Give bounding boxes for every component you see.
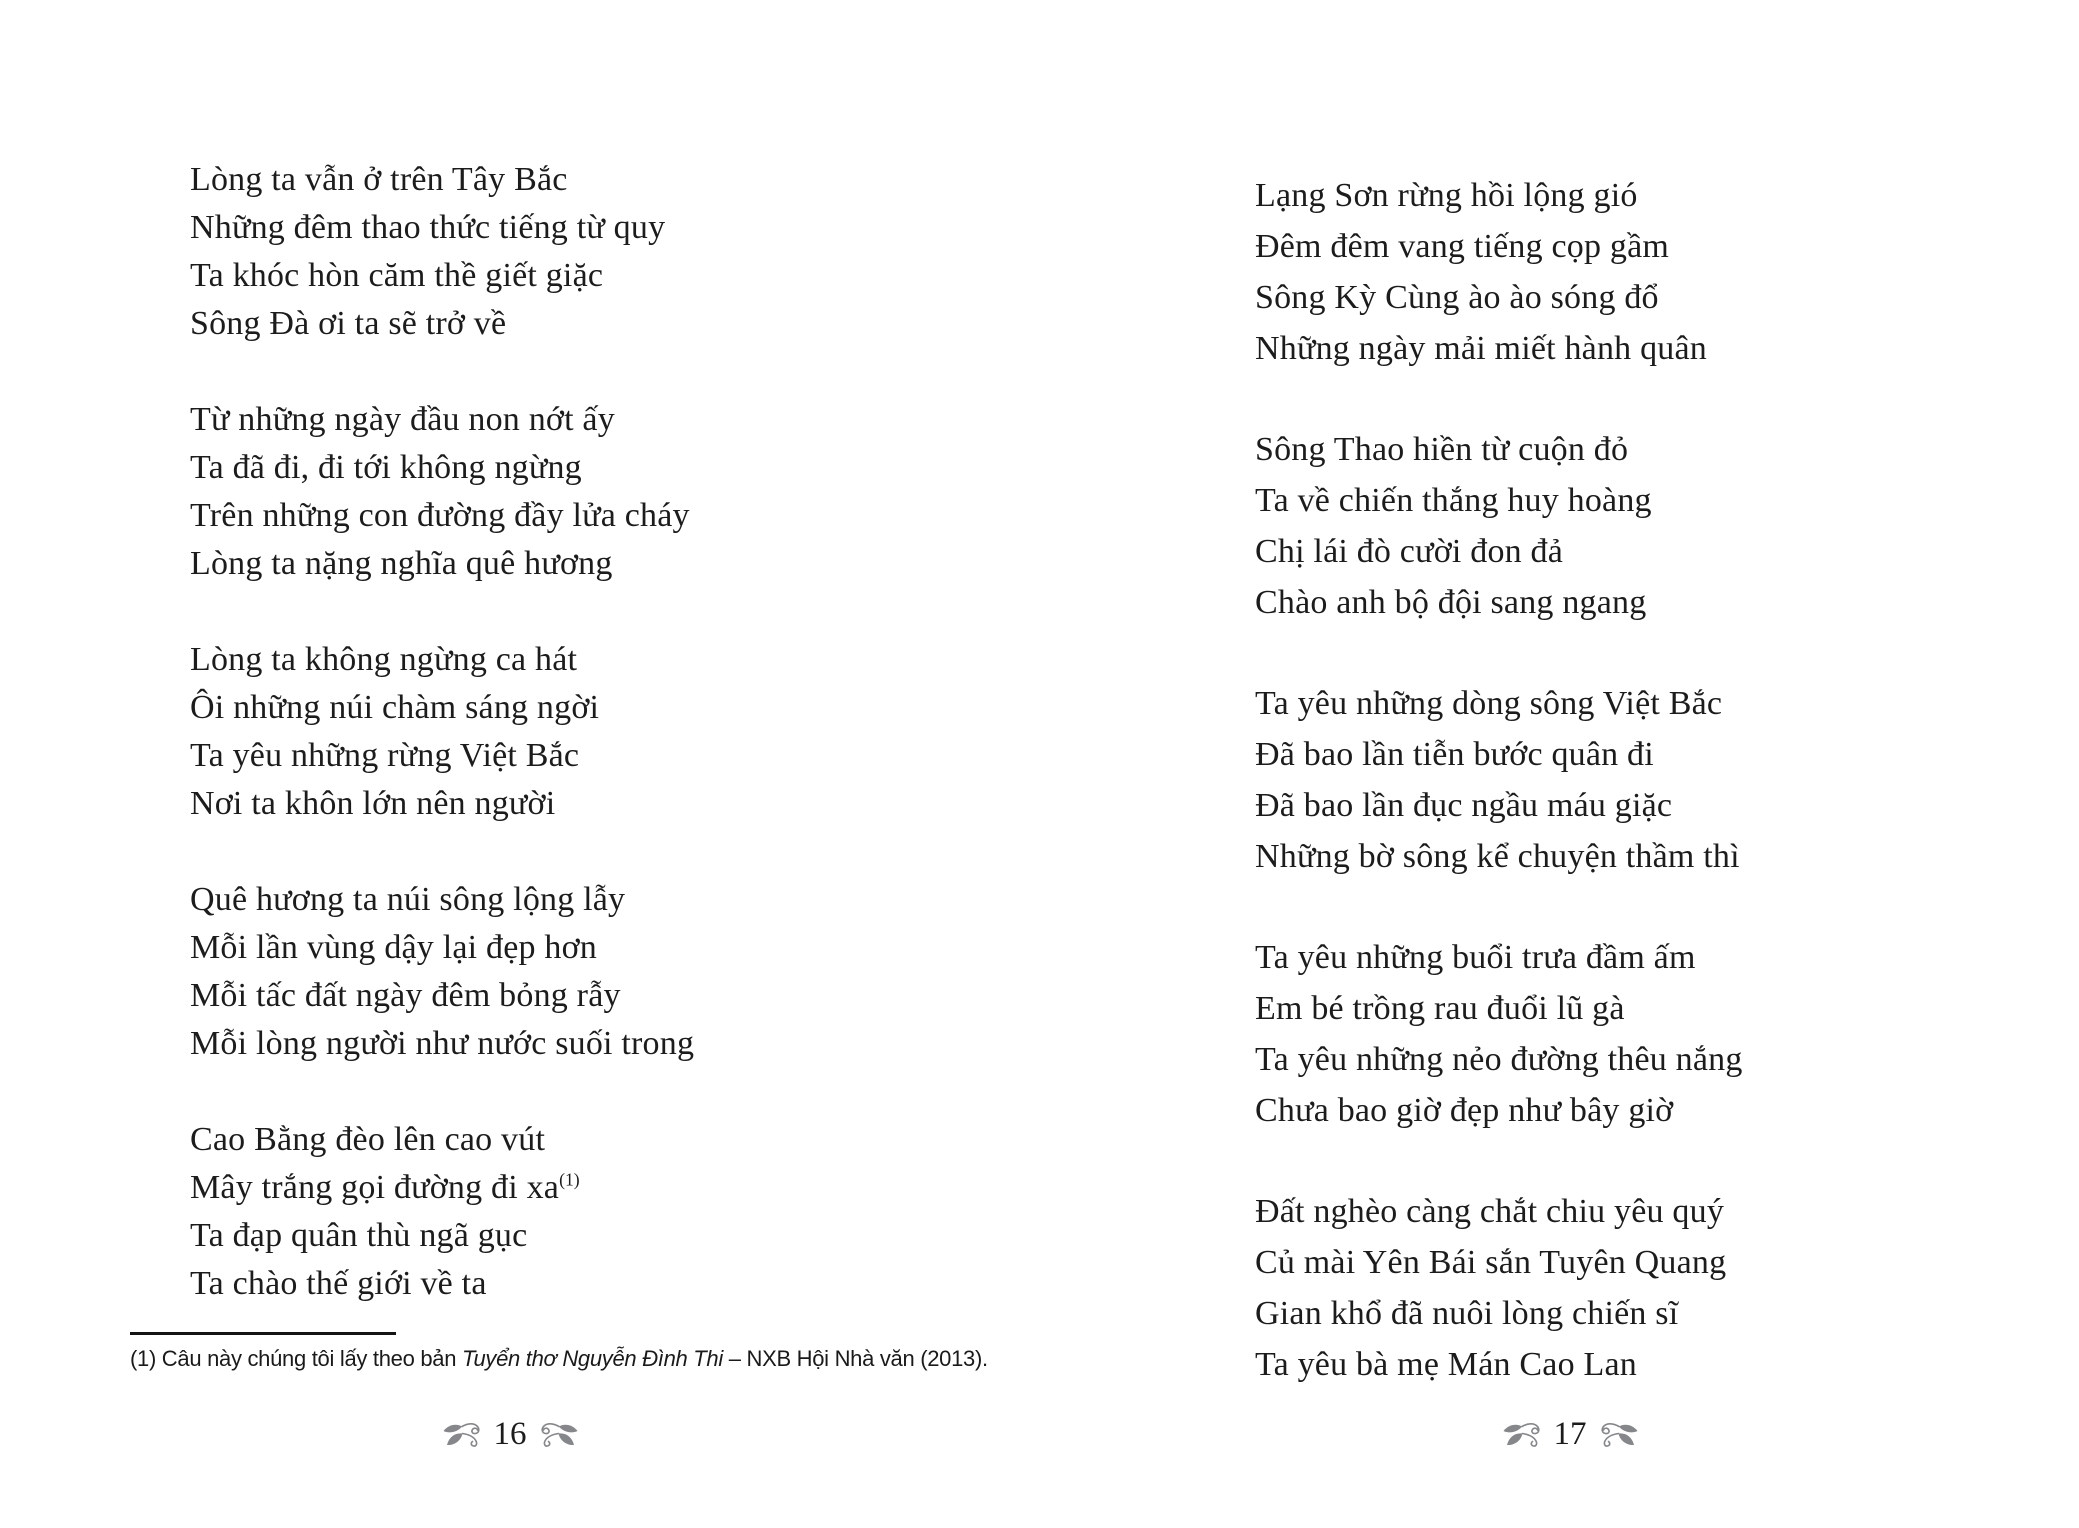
stanza xyxy=(1255,424,1743,628)
poem-line: Chưa bao giờ đẹp như bây giờ xyxy=(1255,1092,1674,1129)
poem-line: Ta yêu bà mẹ Mán Cao Lan xyxy=(1255,1346,1637,1383)
poem-column-right xyxy=(1255,170,1743,1440)
stanza xyxy=(1255,1186,1743,1390)
poem-line: Mỗi lòng người như nước suối trong xyxy=(190,1025,695,1062)
stanza xyxy=(190,156,694,348)
poem-line: Sông Thao hiền từ cuộn đỏ xyxy=(1255,431,1629,468)
poem-line: Những ngày mải miết hành quân xyxy=(1255,330,1707,367)
poem-line: Những đêm thao thức tiếng từ quy xyxy=(190,209,666,246)
footnote-publisher-text: – NXB Hội Nhà văn (2013). xyxy=(722,1346,988,1371)
page-number: 17 xyxy=(1553,1415,1587,1452)
folio-left xyxy=(400,1412,620,1456)
poem-line: Đã bao lần đục ngầu máu giặc xyxy=(1255,787,1673,824)
poem-line: Ta về chiến thắng huy hoàng xyxy=(1255,482,1652,519)
poem-line: Những bờ sông kể chuyện thầm thì xyxy=(1255,838,1740,875)
footnote-text: (1) Câu này chúng tôi lấy theo bản xyxy=(130,1346,462,1371)
stanza xyxy=(1255,932,1743,1136)
poem-line: Mỗi lần vùng dậy lại đẹp hơn xyxy=(190,929,597,966)
poem-line: Quê hương ta núi sông lộng lẫy xyxy=(190,881,626,918)
poem-line: Nơi ta khôn lớn nên người xyxy=(190,785,556,822)
footnote xyxy=(130,1344,988,1374)
poem-line: Củ mài Yên Bái sắn Tuyên Quang xyxy=(1255,1244,1727,1281)
stanza xyxy=(190,396,694,588)
footnote-divider xyxy=(130,1332,396,1335)
poem-line: Lòng ta vẫn ở trên Tây Bắc xyxy=(190,161,568,198)
leaf-fleuron-icon xyxy=(443,1420,483,1448)
leaf-fleuron-icon xyxy=(1598,1420,1638,1448)
poem-line: Ta khóc hòn căm thề giết giặc xyxy=(190,257,604,294)
poem-line: Sông Kỳ Cùng ào ào sóng đổ xyxy=(1255,279,1659,316)
stanza xyxy=(1255,678,1743,882)
stanza xyxy=(190,876,694,1068)
poem-line: Em bé trồng rau đuổi lũ gà xyxy=(1255,990,1625,1027)
poem-line: Đêm đêm vang tiếng cọp gầm xyxy=(1255,228,1670,265)
poem-line: Gian khổ đã nuôi lòng chiến sĩ xyxy=(1255,1295,1679,1332)
poem-line: Ta đã đi, đi tới không ngừng xyxy=(190,449,582,486)
poem-line: Lòng ta nặng nghĩa quê hương xyxy=(190,545,613,582)
poem-line: Ta yêu những dòng sông Việt Bắc xyxy=(1255,685,1723,722)
footnote-ref: (1) xyxy=(559,1169,580,1190)
poem-line: Ta yêu những nẻo đường thêu nắng xyxy=(1255,1041,1743,1078)
poem-line: Trên những con đường đầy lửa cháy xyxy=(190,497,690,534)
poem-line: Mỗi tấc đất ngày đêm bỏng rẫy xyxy=(190,977,621,1014)
poem-line: Đã bao lần tiễn bước quân đi xyxy=(1255,736,1654,773)
poem-line: Từ những ngày đầu non nớt ấy xyxy=(190,401,615,438)
stanza xyxy=(190,636,694,828)
poem-column-left xyxy=(190,156,694,1356)
footnote-source-title: Tuyển thơ Nguyễn Đình Thi xyxy=(461,1346,723,1371)
poem-line: Ôi những núi chàm sáng ngời xyxy=(190,689,600,726)
stanza xyxy=(190,1116,694,1308)
poem-line: Ta yêu những rừng Việt Bắc xyxy=(190,737,580,774)
page-number: 16 xyxy=(493,1415,527,1452)
poem-line: Sông Đà ơi ta sẽ trở về xyxy=(190,305,507,342)
poem-line: Lòng ta không ngừng ca hát xyxy=(190,641,578,678)
poem-line: Chị lái đò cười đon đả xyxy=(1255,533,1564,570)
poem-line: Đất nghèo càng chắt chiu yêu quý xyxy=(1255,1193,1725,1230)
stanza xyxy=(1255,170,1743,374)
poem-line: Ta đạp quân thù ngã gục xyxy=(190,1217,528,1254)
poem-line: Ta yêu những buổi trưa đầm ấm xyxy=(1255,939,1696,976)
poem-line: Chào anh bộ đội sang ngang xyxy=(1255,584,1647,621)
poem-line: Cao Bằng đèo lên cao vút xyxy=(190,1121,546,1158)
poem-line: Mây trắng gọi đường đi $xa^{(1)}$ xyxy=(190,1169,580,1206)
poem-line: Lạng Sơn rừng hồi lộng gió xyxy=(1255,177,1638,214)
leaf-fleuron-icon xyxy=(1503,1420,1543,1448)
poem-line: Ta chào thế giới về ta xyxy=(190,1265,487,1302)
leaf-fleuron-icon xyxy=(538,1420,578,1448)
folio-right xyxy=(1460,1412,1680,1456)
